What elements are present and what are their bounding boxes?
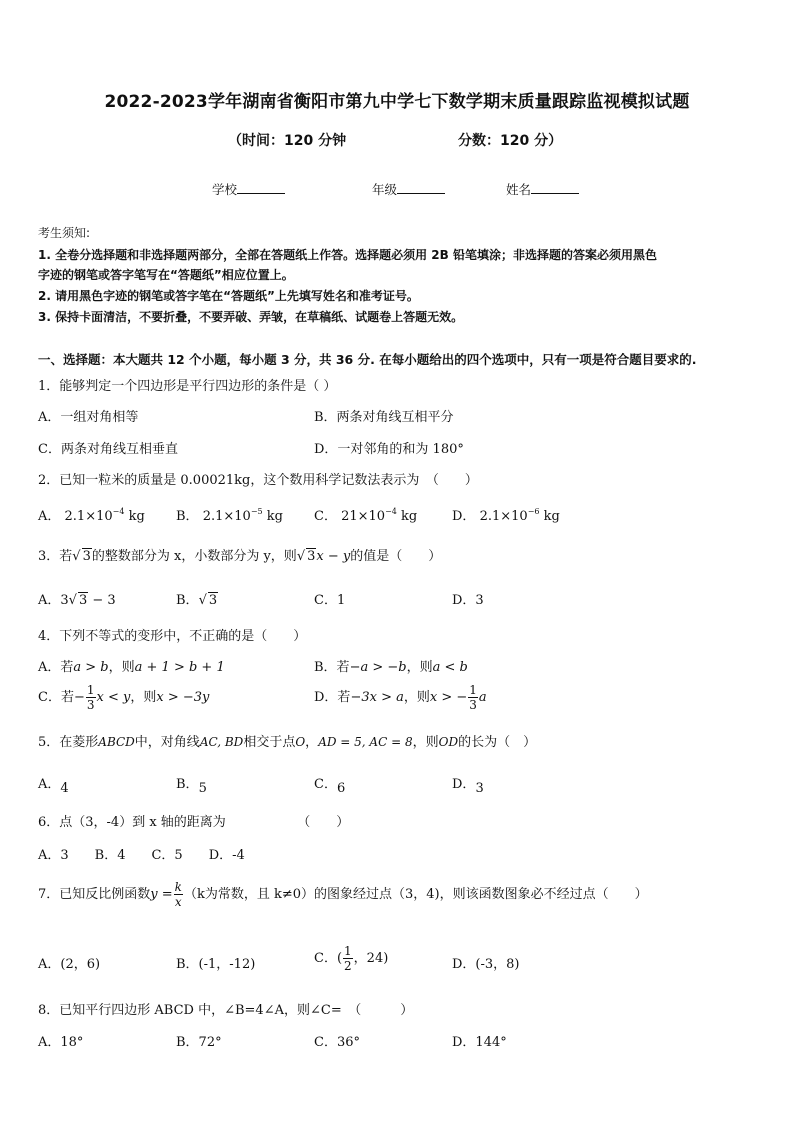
grade-blank [397, 181, 445, 194]
q5-t5: 的长为（ ） [458, 735, 537, 750]
q2-a-label: A． [38, 509, 61, 524]
q8-stem: 8．已知平行四边形 ABCD 中，∠B=4∠A，则∠C= （ ） [38, 1003, 414, 1018]
q2-option-d [452, 505, 560, 524]
name-field [506, 180, 579, 198]
q7-c-pre: C．( [314, 951, 343, 966]
q3-a-radicand: 3 [78, 593, 88, 608]
sqrt-sign: √ [72, 549, 81, 564]
q7-option-d: D．(-3，8) [452, 957, 520, 972]
q3-stem [38, 545, 441, 564]
q3-pre: 3．若 [38, 549, 73, 564]
q5-t4: ，则 [412, 735, 439, 750]
q2-option-b [176, 505, 283, 524]
q4-option-b [314, 656, 468, 675]
grade-field [372, 180, 445, 198]
q2-option-a [38, 505, 145, 524]
q2-option-c [314, 505, 417, 524]
q5-rhombus: ABCD [98, 735, 135, 749]
q7-stem [38, 880, 648, 909]
q2-d-base: 2.1×10 [479, 509, 528, 524]
q7-fraction [174, 880, 183, 909]
q3-option-a [38, 589, 116, 608]
q4-d-numerator: 1 [469, 683, 477, 697]
q4-d-cond: −3x > a [350, 690, 404, 705]
q5-c-value: 6 [336, 781, 346, 796]
q4-d-result: x > − [429, 690, 468, 705]
exam-score: 分数：120 分） [458, 133, 563, 149]
q3-post: 的值是（ ） [350, 549, 442, 564]
q5-stem [38, 731, 536, 750]
q3-option-b [176, 589, 218, 608]
q2-b-unit: kg [262, 509, 283, 524]
q4-b-result: a < b [432, 660, 468, 675]
notice-item-3: 3. 保持卡面清洁，不要折叠，不要弄破、弄皱，在草稿纸、试题卷上答题无效。 [38, 310, 464, 324]
q7-y-equals: y = [150, 887, 173, 902]
q7-denominator: x [174, 895, 182, 909]
q2-b-label: B． [176, 509, 199, 524]
q4-option-a [38, 656, 225, 675]
school-blank [237, 181, 285, 194]
q1-option-a: A．一组对角相等 [38, 410, 139, 425]
sqrt-sign: √ [296, 549, 306, 564]
q4-c-pre: C．若 [38, 690, 74, 705]
q1-option-b: B．两条对角线互相平分 [314, 410, 454, 425]
q8-option-c: C．36° [314, 1035, 360, 1050]
q8-option-a: A．18° [38, 1035, 84, 1050]
q7-post: （k为常数，且 k≠0）的图象经过点（3，4)，则该函数图象必不经过点（ ） [183, 887, 648, 902]
q4-a-mid: ，则 [108, 660, 135, 675]
q5-a-label: A． [38, 777, 61, 792]
q2-a-base: 2.1×10 [64, 509, 113, 524]
q4-stem: 4．下列不等式的变形中，不正确的是（ ） [38, 629, 307, 644]
sqrt-sign: √ [198, 593, 207, 608]
q5-pre: 5．在菱形 [38, 735, 99, 750]
notice-item-1: 1. 全卷分选择题和非选择题两部分，全部在答题纸上作答。选择题必须用 2B 铅笔填涂；非选择题的答案必须用黑色 [38, 248, 657, 262]
exam-time: （时间：120 分钟 [228, 133, 347, 149]
q5-t2: 相交于点 [243, 735, 296, 750]
q3-a-label: A． [38, 593, 61, 608]
q2-a-exp: −4 [112, 507, 125, 516]
q6-options: A．3 B．4 C．5 D．-4 [38, 848, 245, 863]
q5-t1: 中，对角线 [134, 735, 200, 750]
q3-option-d: D．3 [452, 593, 484, 608]
q7-c-denominator: 2 [344, 959, 352, 973]
q4-option-d [314, 683, 487, 712]
q4-b-cond: −a > −b [349, 660, 407, 675]
q4-d-pre: D．若 [314, 690, 351, 705]
q3-a-coef: 3 [60, 593, 69, 608]
q2-c-base: 21×10 [341, 509, 386, 524]
sqrt-sign: √ [68, 593, 77, 608]
q2-b-base: 2.1×10 [202, 509, 251, 524]
q4-b-pre: B．若 [314, 660, 350, 675]
q2-d-unit: kg [539, 509, 560, 524]
q5-target: OD [438, 735, 459, 749]
q7-option-b: B．(-1，-12) [176, 957, 256, 972]
notice-item-1-cont: 字迹的钢笔或答字笔写在“答题纸”相应位置上。 [38, 268, 294, 282]
school-field [212, 180, 285, 198]
q7-c-fraction [343, 944, 353, 973]
q7-numerator: k [174, 880, 182, 894]
q2-c-unit: kg [396, 509, 418, 524]
q7-c-numerator: 1 [344, 944, 352, 958]
q6-stem: 6．点（3，-4）到 x 轴的距离为 （ ） [38, 815, 350, 830]
section-heading: 一、选择题：本大题共 12 个小题，每小题 3 分，共 36 分. 在每小题给出的四个选项中，只有一项是符合题目要求的. [38, 352, 697, 367]
q2-d-exp: −6 [527, 507, 540, 516]
q5-diagonals: AC, BD [199, 735, 244, 749]
notice-item-2: 2. 请用黑色字迹的钢笔或答字笔在“答题纸”上先填写姓名和准考证号。 [38, 289, 419, 303]
q4-c-result: x > −3y [156, 690, 210, 705]
q4-c-cond: x < y [96, 690, 131, 705]
q8-option-b: B．72° [176, 1035, 222, 1050]
q5-d-value: 3 [475, 781, 484, 796]
q2-a-unit: kg [124, 509, 145, 524]
q3-radicand-1: 3 [82, 549, 91, 564]
q4-c-mid: ，则 [130, 690, 157, 705]
q5-option-a [38, 773, 69, 796]
notice-heading: 考生须知: [38, 226, 91, 240]
q4-a-result: a + 1 > b + 1 [134, 660, 225, 675]
q3-b-radicand: 3 [208, 593, 218, 608]
q1-stem: 1．能够判定一个四边形是平行四边形的条件是（ ） [38, 379, 337, 394]
q4-a-pre: A．若 [38, 660, 74, 675]
q5-c-label: C． [314, 777, 337, 792]
q5-d-label: D． [452, 777, 476, 792]
q2-c-exp: −4 [385, 507, 397, 516]
q4-d-mid: ，则 [403, 690, 430, 705]
q4-a-cond: a > b [73, 660, 109, 675]
q7-c-post: ，24) [353, 951, 389, 966]
q2-c-label: C． [314, 509, 337, 524]
name-label: 姓名 [506, 182, 532, 197]
page-title: 2022-2023学年湖南省衡阳市第九中学七下数学期末质量跟踪监视模拟试题 [104, 92, 690, 112]
school-label: 学校 [212, 182, 238, 197]
q3-mid: 的整数部分为 x，小数部分为 y，则 [91, 549, 297, 564]
q3-option-c: C．1 [314, 593, 346, 608]
q3-radicand-2: 3 [307, 549, 316, 564]
q5-b-value: 5 [198, 781, 207, 796]
q2-stem: 2．已知一粒米的质量是 0.00021kg，这个数用科学记数法表示为 （ ） [38, 473, 478, 488]
q4-b-mid: ，则 [406, 660, 433, 675]
q7-option-c [314, 944, 388, 973]
q4-c-numerator: 1 [86, 683, 95, 697]
q5-given: AD = 5, AC = 8 [318, 735, 413, 749]
name-blank [531, 181, 579, 194]
q4-d-fraction [468, 683, 478, 712]
q5-b-label: B． [176, 777, 199, 792]
q3-b-label: B． [176, 593, 199, 608]
q3-a-post: − 3 [88, 593, 116, 608]
q1-option-c: C．两条对角线互相垂直 [38, 442, 178, 457]
q5-option-d [452, 773, 484, 796]
q4-c-fraction [86, 683, 96, 712]
q5-a-value: 4 [60, 781, 69, 796]
q4-c-denominator: 3 [86, 698, 95, 712]
grade-label: 年级 [372, 182, 398, 197]
q4-c-neg: − [73, 690, 85, 705]
q5-option-b [176, 773, 207, 796]
q7-option-a: A．(2，6) [38, 957, 101, 972]
q4-option-c [38, 683, 209, 712]
q3-expression: x − y [316, 549, 351, 564]
q2-b-exp: −5 [250, 507, 263, 516]
q7-pre: 7．已知反比例函数 [38, 887, 151, 902]
q2-d-label: D． [452, 509, 476, 524]
q5-t3: ， [305, 735, 319, 750]
q1-option-d: D．一对邻角的和为 180° [314, 442, 464, 457]
q4-d-var: a [478, 690, 487, 705]
q4-d-denominator: 3 [469, 698, 477, 712]
q5-point: O [295, 735, 306, 749]
q8-option-d: D．144° [452, 1035, 507, 1050]
q5-option-c [314, 773, 346, 796]
